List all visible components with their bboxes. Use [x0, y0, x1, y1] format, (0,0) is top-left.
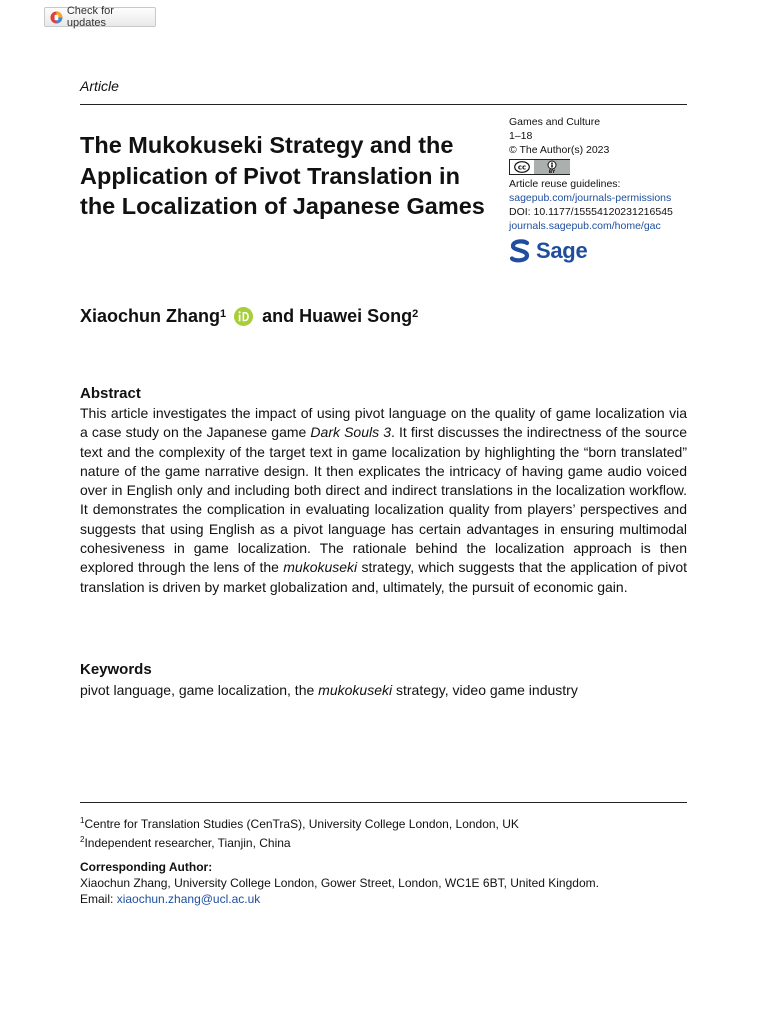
crossmark-icon [50, 11, 63, 24]
cc-label: cc [517, 163, 527, 172]
affiliation-text: Independent researcher, Tianjin, China [84, 836, 291, 850]
attribution-icon [534, 160, 570, 174]
author-name: and Huawei Song [262, 306, 413, 326]
permissions-link[interactable]: sagepub.com/journals-permissions [509, 191, 672, 204]
keywords-list [80, 681, 687, 700]
copyright-notice: © The Author(s) 2023 [509, 144, 610, 157]
affiliation-number: 2 [80, 835, 85, 844]
strategy-term: mukokuseki [283, 559, 358, 576]
article-title: The Mukokuseki Strategy and the Application of Pivot Translation in the Localization of Japanese Games [80, 132, 485, 219]
sage-wordmark: Sage [536, 238, 588, 264]
abstract-heading: Abstract [80, 385, 141, 402]
doi: DOI: 10.1177/15554120231216545 [509, 206, 673, 219]
reuse-guidelines-label: Article reuse guidelines: [509, 177, 621, 190]
keywords-text-part: pivot language, game localization, the [80, 682, 319, 698]
cc-icon [510, 160, 534, 174]
email-label: Email: [80, 892, 117, 906]
header-rule [80, 104, 687, 105]
article-type-label: Article [80, 78, 119, 94]
journal-meta [509, 115, 699, 263]
affiliations [80, 813, 519, 851]
footnote-rule [80, 802, 687, 803]
journal-name: Games and Culture [509, 116, 601, 128]
author-list [80, 306, 418, 327]
affiliation-text: Centre for Translation Studies (CenTraS), University College London, London, UK [84, 817, 519, 831]
journal-homepage-link[interactable]: journals.sagepub.com/home/gac [509, 220, 661, 233]
game-title: Dark Souls 3 [310, 424, 392, 441]
strategy-term: mukokuseki [318, 682, 393, 698]
affiliation-number: 1 [80, 816, 85, 825]
abstract-body [80, 404, 687, 597]
corresponding-author [80, 859, 599, 907]
abstract-text-part: . It first discusses the indirectness of the source text and the complexity of the target text in game localization by highlighting the “born translated” nature of the game narrative design. It then explicates the intricacy of having game audio voiced over in English only and including both direct and indirect translations in the localization workflow. It demonstrates the complication in evaluating localization quality from players’ perspectives and suggests that using English as a pivot language has certain advantages in ensuring multimodal cohesiveness in game localization. The rationale behind the localization approach is then explored through the lens of the [80, 424, 687, 576]
cc-by-license-badge[interactable] [509, 159, 570, 175]
page-range: 1–18 [509, 130, 533, 143]
orcid-icon[interactable] [234, 307, 253, 326]
keywords-text-part: strategy, video game industry [392, 682, 578, 698]
check-for-updates-label: Check for updates [66, 5, 114, 29]
abstract-text-part: strategy, which suggests that the application of pivot translation is driven by market globalization and, ultimately, the pursuit of economic gain. [80, 559, 688, 595]
affiliation-item [80, 813, 519, 832]
sage-s-icon [509, 239, 531, 263]
email-link[interactable]: xiaochun.zhang@ucl.ac.uk [116, 892, 261, 906]
abstract-text-part: This article investigates the impact of using pivot language on the quality of game localization via a case study on the Japanese game [80, 405, 687, 441]
by-label: BY [548, 169, 556, 174]
author-name: Xiaochun Zhang [80, 306, 221, 326]
affiliation-item [80, 832, 519, 851]
keywords-heading: Keywords [80, 661, 152, 678]
author-affiliation-mark: 2 [412, 307, 419, 320]
corresponding-author-heading: Corresponding Author: [80, 860, 213, 874]
sage-logo [509, 239, 699, 263]
corresponding-address: Xiaochun Zhang, University College London, Gower Street, London, WC1E 6BT, United Kingdom. [80, 876, 599, 890]
check-for-updates-button[interactable] [44, 7, 156, 27]
corresponding-email-line [80, 891, 599, 907]
author-affiliation-mark: 1 [220, 307, 227, 320]
